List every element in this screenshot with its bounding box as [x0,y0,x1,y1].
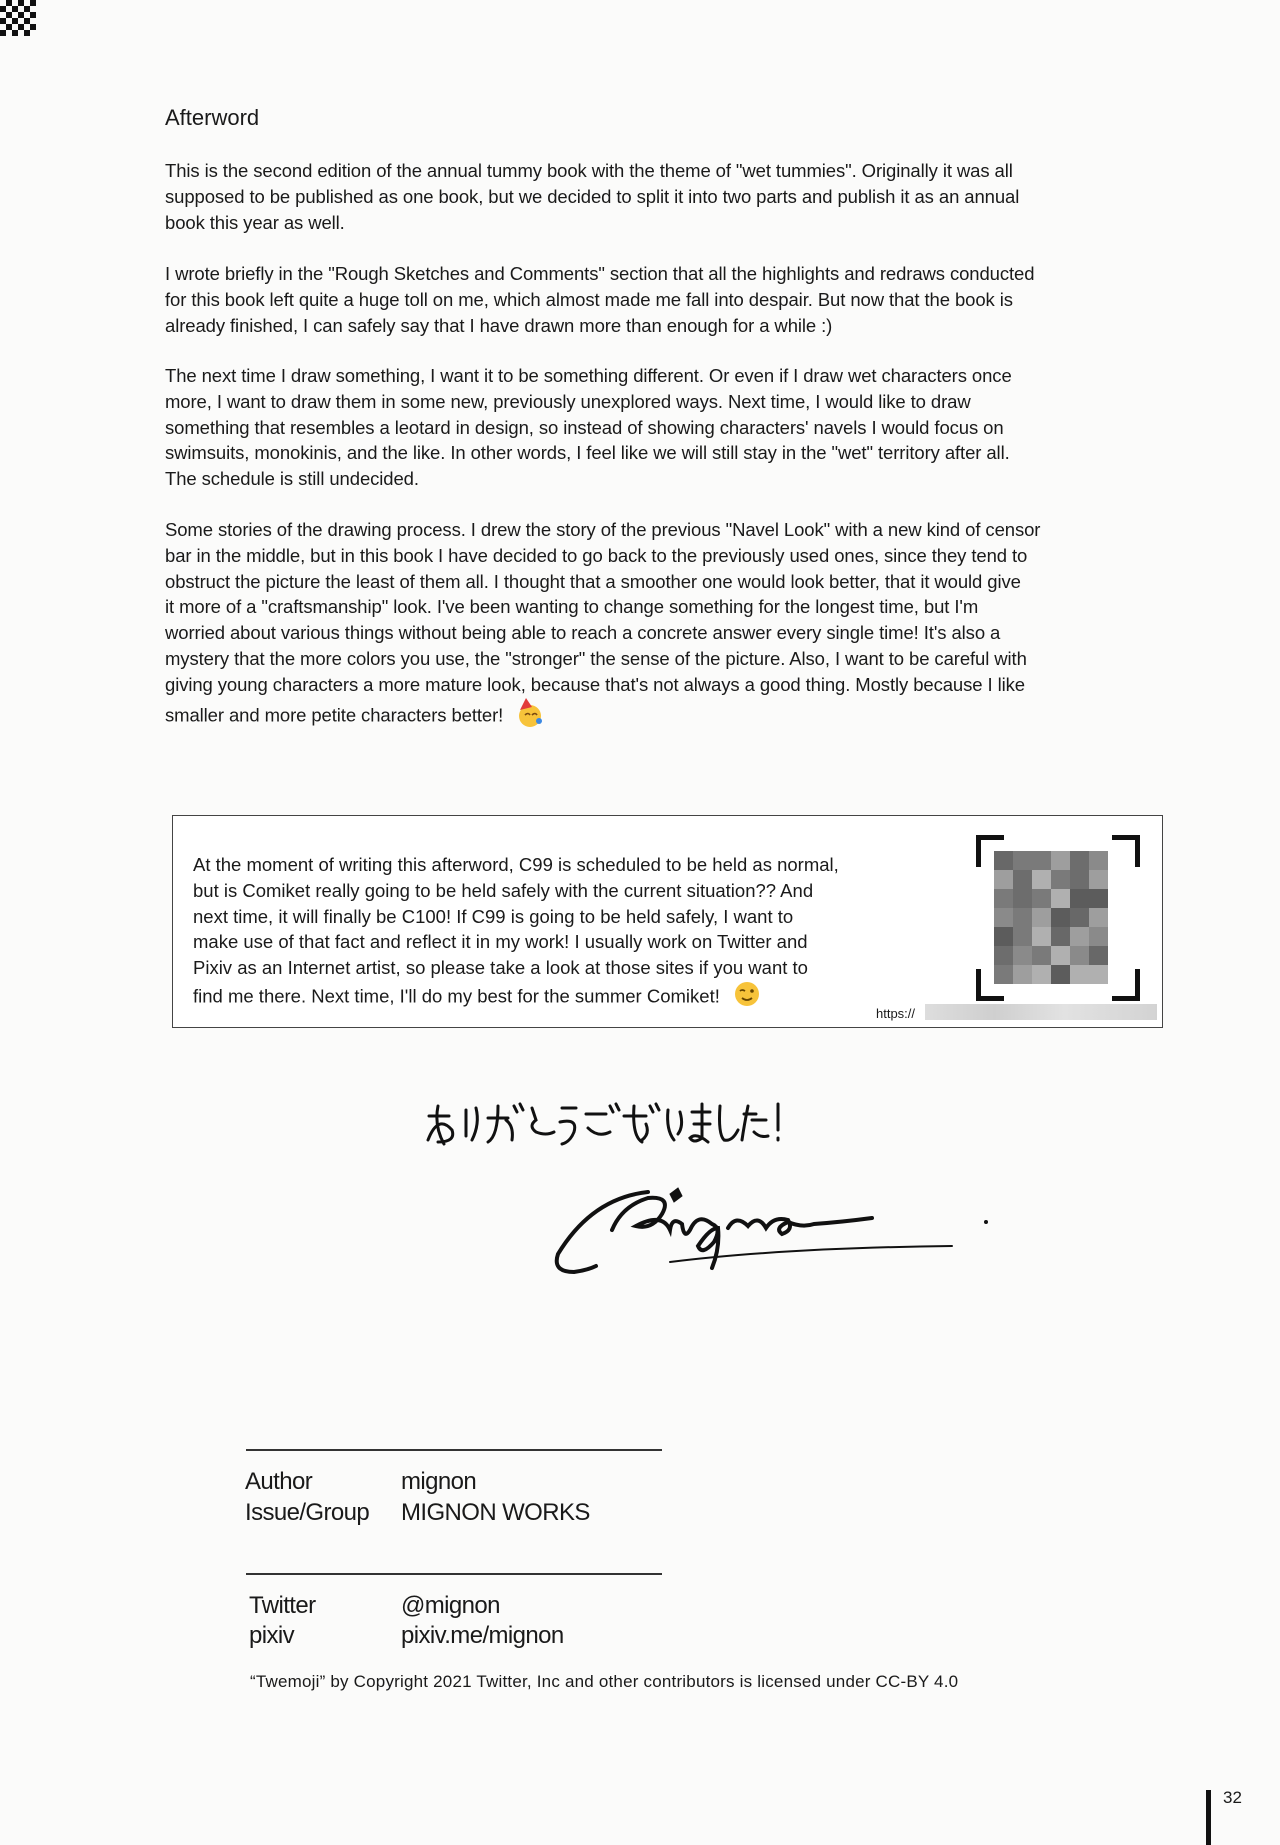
paragraph-2 [165,261,1195,338]
mosaic-cell [1032,946,1051,965]
text-line: obstruct the picture the least of them all. I thought that a smoother one would look better, that it would give [165,570,1021,592]
mosaic-cell [1089,946,1108,965]
text-line: The schedule is still undecided. [165,468,419,490]
handwritten-thanks [424,1098,784,1157]
text-line: giving young characters a more mature look, because that's not always a good thing. Mostly because I like [165,673,1025,695]
mosaic-cell [994,927,1013,946]
note-text [193,852,839,1014]
mosaic-cell [994,889,1013,908]
divider [246,1573,662,1575]
mosaic-cell [994,965,1013,984]
text-line: The next time I draw something, I want it to be something different. Or even if I draw wet characters once [165,365,1012,386]
paragraph-4 [165,517,1195,734]
mosaic-cell [1051,965,1070,984]
author-value: mignon [401,1468,477,1495]
text-line: for this book left quite a huge toll on me, which almost made me fall into despair. But now that the book is [165,288,1013,310]
mosaic-cell [1013,851,1032,870]
text-line: find me there. Next time, I'll do my best for the summer Comiket! [193,985,720,1007]
mosaic-cell [994,908,1013,927]
signature [552,1168,992,1285]
page-marker [1206,1790,1211,1845]
text-line: bar in the middle, but in this book I have decided to go back to the previously used ones, since they tend to [165,544,1028,566]
mosaic-cell [994,870,1013,889]
divider [246,1449,662,1451]
page-title: Afterword [165,105,260,130]
url-censored [925,1004,1157,1020]
mosaic-cell [1070,851,1089,870]
mosaic-cell [1013,889,1032,908]
text-line: I wrote briefly in the "Rough Sketches and Comments" section that all the highlights and redraws conducted [165,263,1035,284]
mosaic-cell [1089,851,1108,870]
text-line: already finished, I can safely say that I have drawn more than enough for a while :) [165,314,833,336]
pixiv-link: pixiv.me/mignon [401,1622,564,1649]
mosaic-cell [1032,965,1051,984]
text-line: Some stories of the drawing process. I drew the story of the previous "Navel Look" with a new kind of censor [165,519,1041,540]
mosaic-cell [1070,908,1089,927]
text-line: swimsuits, monokinis, and the like. In other words, I feel like we will still stay in the "wet" territory after all. [165,442,1010,464]
mosaic-cell [1089,870,1108,889]
mosaic-cell [1070,927,1089,946]
mosaic-cell [1032,851,1051,870]
group-value: MIGNON WORKS [401,1499,590,1526]
mosaic-cell [1089,927,1108,946]
text-line: but is Comiket really going to be held safely with the current situation?? And [193,879,814,901]
text-line: next time, it will finally be C100! If C99 is going to be held safely, I want to [193,905,794,927]
mosaic-cell [1013,927,1032,946]
paragraph-1 [165,158,1195,235]
text-line: Pixiv as an Internet artist, so please take a look at those sites if you want to [193,957,808,979]
twitter-handle: @mignon [401,1592,500,1619]
mosaic-cell [1070,946,1089,965]
mosaic-cell [1032,889,1051,908]
mosaic-cell [1070,870,1089,889]
mosaic-cell [1070,889,1089,908]
mosaic-cell [1051,927,1070,946]
pixiv-label: pixiv [249,1622,295,1649]
text-line: more, I want to draw them in some new, previously unexplored ways. Next time, I would like to draw [165,390,971,412]
text-line: supposed to be published as one book, but we decided to split it into two parts and publish it as an annual [165,185,1020,207]
text-line: something that resembles a leotard in design, so instead of showing characters' navels I would focus on [165,416,1004,438]
text-line: make use of that fact and reflect it in my work! I usually work on Twitter and [193,931,808,953]
text-line: worried about various things without being able to reach a concrete answer every single time! It's also a [165,622,1001,644]
page-number: 32 [1223,1788,1242,1807]
mosaic-cell [1089,889,1108,908]
mosaic-cell [1089,908,1108,927]
mosaic-cell [994,946,1013,965]
mosaic-cell [1089,965,1108,984]
mosaic-cell [1051,908,1070,927]
mosaic-cell [1013,965,1032,984]
mosaic-cell [1051,851,1070,870]
mosaic-cell [1051,946,1070,965]
mosaic-cell [994,851,1013,870]
group-label: Issue/Group [245,1499,370,1526]
scan-marker [0,0,36,36]
note-box [172,815,1163,1028]
mosaic-cell [1070,965,1089,984]
paragraph-3 [165,363,1195,492]
text-line: book this year as well. [165,211,345,233]
text-line: mystery that the more colors you use, the "stronger" the sense of the picture. Also, I want to be careful with [165,647,1027,669]
partying-face-emoji-icon [517,698,543,735]
text-line: This is the second edition of the annual tummy book with the theme of "wet tummies". Originally it was all [165,160,1013,181]
twitter-label: Twitter [249,1592,316,1619]
twemoji-credit: “Twemoji” by Copyright 2021 Twitter, Inc and other contributors is licensed under CC-BY 4.0 [250,1672,959,1691]
qr-code-censored [976,835,1140,1001]
author-label: Author [245,1468,313,1495]
mosaic-cell [1013,870,1032,889]
text-line: smaller and more petite characters better! [165,703,504,725]
text-line: At the moment of writing this afterword, C99 is scheduled to be held as normal, [193,854,839,875]
mosaic-cell [1051,889,1070,908]
mosaic-cell [1013,946,1032,965]
text-line: it more of a "craftsmanship" look. I've been wanting to change something for the longest time, but I'm [165,596,979,618]
mosaic-cell [1013,908,1032,927]
url-label: https:// [876,1006,916,1021]
mosaic-cell [1051,870,1070,889]
winking-face-emoji-icon [734,981,760,1014]
mosaic-cell [1032,927,1051,946]
mosaic-cell [1032,908,1051,927]
mosaic-cell [1032,870,1051,889]
